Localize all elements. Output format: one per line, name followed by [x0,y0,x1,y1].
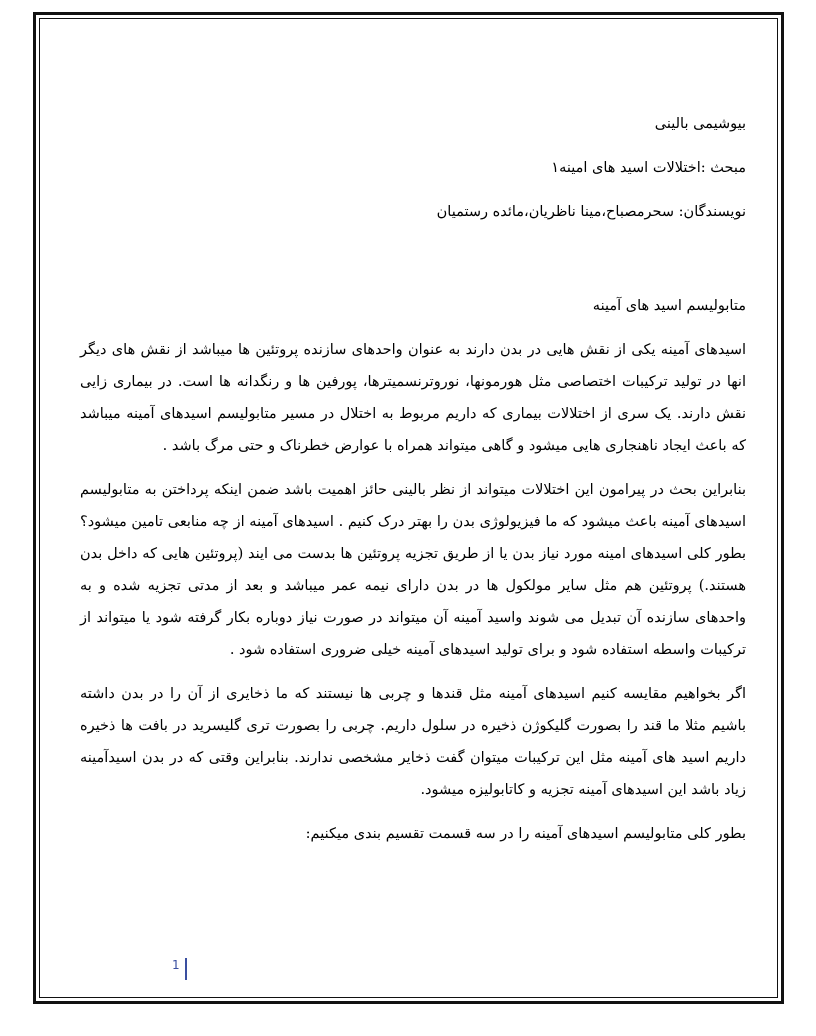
paragraph-2: بنابراین بحث در پیرامون این اختلالات میتواند از نظر بالینی حائز اهمیت باشد ضمن اینکه پرداختن به متابولیسم اسیدهای آمینه باعث میشود که ما فیزیولوژی بدن را بهتر درک کنیم . اسیدهای آمینه از چه منابعی تامین میشود؟ بطور کلی اسیدهای امینه مورد نیاز بدن یا از طریق تجزیه پروتئین ها بدست می ایند (پروتئین هایی که داخل بدن هستند.) پروتئین هم مثل سایر مولکول ها در بدن دارای نیمه عمر میباشد و بعد از مدتی تجزیه شده و به واحدهای سازنده آن تبدیل می شوند واسید آمینه آن میتواند در صورت نیاز دوباره بکار گرفته شود یا میتواند از ترکیبات واسطه استفاده شود و برای تولید اسیدهای آمینه خیلی ضروری استفاده شود . [80,482,747,658]
paragraph-1: اسیدهای آمینه یکی از نقش هایی در بدن دارند به عنوان واحدهای سازنده پروتئین ها میباشد از نقش های دیگر انها در تولید ترکیبات اختصاصی مثل هورمونها، نوروترنسمیترها، پورفین ها و رنگدانه ها است. در بیماری زایی نقش دارند. یک سری از اختلالات بیماری که داریم مربوط به اختلال در مسیر متابولیسم اسیدهای آمینه میباشد که باعث ایجاد ناهنجاری هایی میشود و گاهی میتواند همراه با عوارض خطرناک و حتی مرگ باشد . [80,342,746,454]
page-number: 1 [172,958,180,972]
document-body [80,108,746,850]
topic-line: مبحث :اختلالات اسید های امینه۱ [551,160,746,176]
course-title: بیوشیمی بالینی [654,116,746,132]
section-heading: متابولیسم اسید های آمینه [592,298,746,314]
authors-line: نویسندگان: سحرمصباح،مینا ناظریان،مائده رستمیان [436,204,746,220]
closing-line: بطور کلی متابولیسم اسیدهای آمینه را در سه قسمت تقسیم بندی میکنیم: [305,826,746,842]
paragraph-3: اگر بخواهیم مقایسه کنیم اسیدهای آمینه مثل قندها و چربی ها نیستند که ما ذخایری از آن را در بدن داشته باشیم مثلا ما قند را بصورت گلیکوژن ذخیره در سلول داریم. چربی را بصورت تری گلیسرید در بافت ها ذخیره داریم اسید های آمینه مثل این ترکیبات میتوان گفت ذخایر مشخصی ندارند. بنابراین وقتی که در بدن اسیدآمینه زیاد باشد این اسیدهای آمینه تجزیه و کاتابولیزه میشود. [80,686,746,798]
page-number-bar [185,958,187,980]
